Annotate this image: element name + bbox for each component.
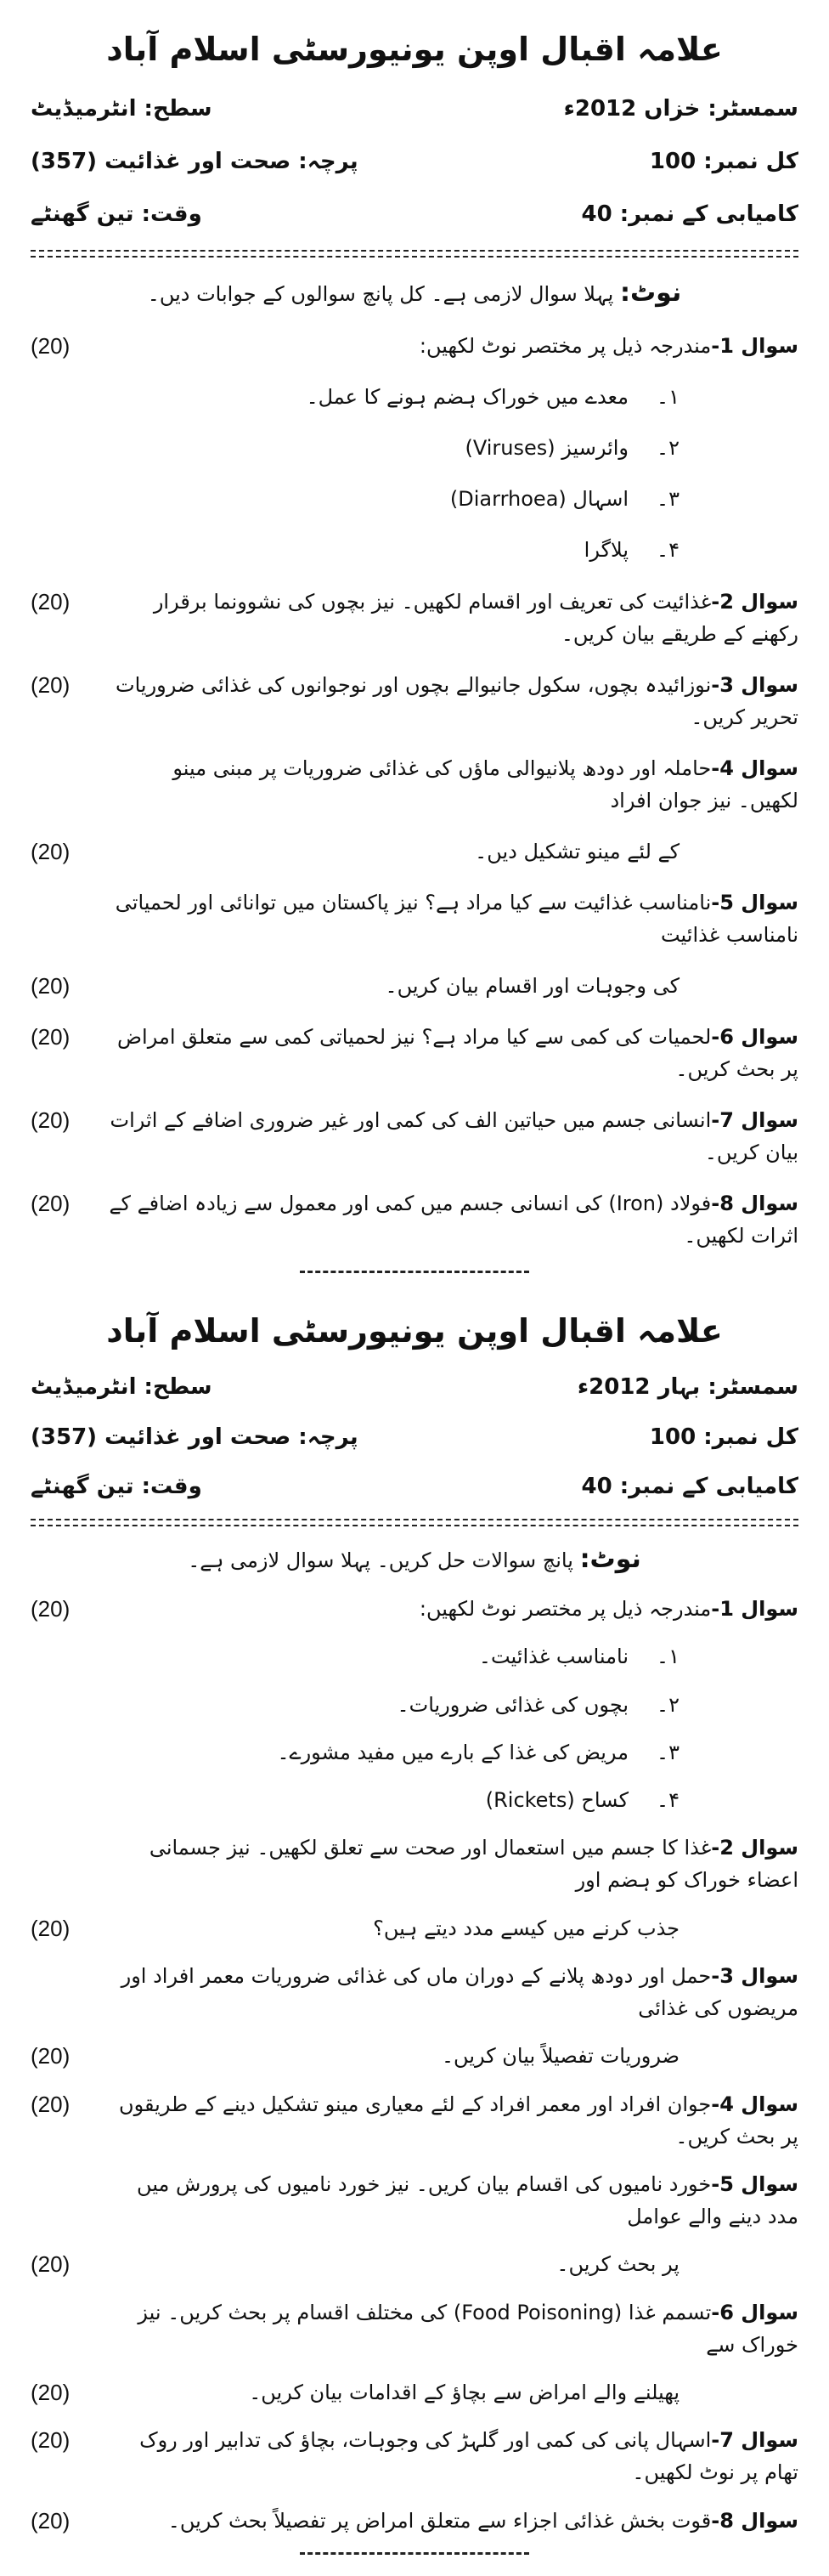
question-number: ۱۔: [657, 1645, 680, 1669]
question: [31, 1960, 798, 2024]
question-number: سوال 6-: [711, 1024, 798, 1049]
question-marks: (20): [31, 1190, 70, 1216]
question-continuation: [31, 2040, 798, 2072]
question-text-line: [107, 2248, 798, 2280]
question-text-line: [107, 1104, 798, 1169]
time-row: [31, 1469, 798, 1503]
question-number: سوال 3-: [711, 672, 798, 697]
question-text-line: [107, 1960, 798, 2024]
paper-value: صحت اور غذائیت (357): [31, 149, 291, 175]
time-label: وقت:: [141, 201, 202, 228]
paper-label: پرچہ:: [298, 149, 358, 175]
instructions-note: [31, 276, 798, 311]
question: [31, 1593, 798, 1625]
sub-question: [31, 1640, 798, 1673]
question: [31, 1104, 798, 1169]
question-marks: (20): [31, 1595, 70, 1622]
level-label: سطح:: [144, 96, 212, 122]
paper-info: [31, 144, 358, 178]
question-text-line: [107, 2296, 798, 2361]
question-text: جذب کرنے میں کیسے مدد دیتے ہیں؟: [373, 1916, 680, 1940]
question-number: ۳۔: [657, 487, 680, 512]
question: [31, 330, 798, 362]
question-number: سوال 8-: [711, 1191, 798, 1215]
question-number: ۲۔: [657, 1692, 680, 1717]
total-marks: کل نمبر: 100: [649, 1424, 798, 1450]
question: [31, 586, 798, 650]
time-row: [31, 197, 798, 231]
question-marks: (20): [31, 1107, 70, 1133]
total-marks: کل نمبر: 100: [649, 149, 798, 175]
question-number: سوال 3-: [711, 1964, 798, 1989]
question-marks: (20): [31, 2427, 70, 2454]
question-text: نامناسب غذائیت۔: [478, 1645, 629, 1669]
question-number: سوال 8-: [711, 2508, 798, 2533]
question-marks: (20): [31, 333, 70, 360]
question-continuation: [31, 2248, 798, 2280]
level-value: انٹرمیڈیٹ: [31, 96, 137, 122]
question-marks: (20): [31, 2091, 70, 2117]
sub-question: [31, 1736, 798, 1769]
level-value: انٹرمیڈیٹ: [31, 1374, 137, 1401]
question-text: غذا کا جسم میں استعمال اور صحت سے تعلق لکھیں۔ نیز جسمانی اعضاء خوراک کو ہضم اور: [149, 1836, 798, 1893]
time-info: [31, 1469, 202, 1503]
note-label: نوٹ:: [579, 1543, 641, 1574]
note-label: نوٹ:: [620, 278, 682, 309]
question-marks: (20): [31, 972, 70, 999]
question-text: قوت بخش غذائی اجزاء سے متعلق امراض پر تفصیلاً بحث کریں۔: [167, 2508, 712, 2533]
question-number: ۲۔: [657, 436, 680, 461]
university-title: علامہ اقبال اوپن یونیورسٹی اسلام آباد: [106, 31, 723, 68]
question-text-line: [107, 1736, 798, 1769]
question-number: سوال 6-: [711, 2300, 798, 2324]
university-title: علامہ اقبال اوپن یونیورسٹی اسلام آباد: [106, 1312, 723, 1350]
question-text: فولاد (Iron) کی انسانی جسم میں کمی اور معمول سے زیادہ اضافے کے اثرات لکھیں۔: [109, 1191, 798, 1248]
question-marks: (20): [31, 1023, 70, 1050]
question-continuation: [31, 2376, 798, 2409]
question-text-line: [107, 2168, 798, 2233]
question-marks: (20): [31, 671, 70, 698]
question-number: سوال 7-: [711, 1107, 798, 1132]
question-text-line: [107, 886, 798, 951]
question-text-line: [107, 1689, 798, 1721]
question-text-line: [107, 669, 798, 733]
question: [31, 669, 798, 733]
question: [31, 1021, 798, 1085]
semester: سمسٹر: خزاں 2012ء: [563, 96, 798, 122]
question-text-line: [107, 1593, 798, 1625]
question-number: سوال 2-: [711, 589, 798, 614]
paper-row: [31, 1420, 798, 1454]
paper-label: پرچہ:: [298, 1424, 358, 1450]
question-continuation: [31, 1912, 798, 1945]
question-number: سوال 4-: [711, 2092, 798, 2116]
level-row: [31, 1370, 798, 1404]
question-number: سوال 7-: [711, 2428, 798, 2453]
question-text: مندرجہ ذیل پر مختصر نوٹ لکھیں:: [419, 1596, 712, 1621]
time-value: تین گھنٹے: [31, 1473, 134, 1499]
question: [31, 2168, 798, 2233]
question-text: اسہال (Diarrhoea): [449, 487, 629, 512]
paper-value: صحت اور غذائیت (357): [31, 1424, 291, 1450]
question-text-line: [107, 1021, 798, 1085]
question-text: کی وجوہات اور اقسام بیان کریں۔: [385, 973, 680, 998]
question-text-line: [107, 835, 798, 868]
question-number: سوال 2-: [711, 1836, 798, 1860]
question-number: ۱۔: [657, 385, 680, 410]
question: [31, 2296, 798, 2361]
question-text: مریض کی غذا کے بارے میں مفید مشورے۔: [277, 1740, 629, 1764]
question-text: انسانی جسم میں حیاتین الف کی کمی اور غیر ضروری اضافے کے اثرات بیان کریں۔: [110, 1107, 798, 1164]
question-text: مندرجہ ذیل پر مختصر نوٹ لکھیں:: [419, 334, 712, 359]
instructions-note: [31, 1543, 798, 1577]
time-info: [31, 197, 202, 231]
question-text: پھیلنے والے امراض سے بچاؤ کے اقدامات بیان کریں۔: [249, 2380, 680, 2404]
exam-paper: [31, 1282, 798, 2563]
question-text: بچوں کی غذائی ضروریات۔: [397, 1692, 629, 1717]
question-text: پر بحث کریں۔: [556, 2252, 680, 2277]
note-body: پانچ سوالات حل کریں۔ پہلا سوال لازمی ہے۔: [188, 1548, 573, 1572]
question-text: معدے میں خوراک ہضم ہونے کا عمل۔: [306, 385, 629, 410]
question-number: سوال 1-: [711, 334, 798, 359]
question-text-line: [107, 586, 798, 650]
question-text: غذائیت کی تعریف اور اقسام لکھیں۔ نیز بچوں کی نشوونما برقرار رکھنے کے طریقے بیان کریں۔: [153, 589, 798, 646]
question-continuation: [31, 835, 798, 868]
question-number: ۴۔: [657, 538, 680, 563]
question-number: سوال 1-: [711, 1596, 798, 1621]
question-text: اسہال پانی کی کمی اور گلہڑ کی وجوہات، بچاؤ کی تدابیر اور روک تھام پر نوٹ لکھیں۔: [139, 2428, 798, 2485]
question-text: تسمم غذا (Food Poisoning) کی مختلف اقسام پر بحث کریں۔ نیز خوراک سے: [138, 2300, 798, 2357]
question-number: ۳۔: [657, 1740, 680, 1764]
level-info: [31, 1370, 212, 1404]
pass-marks: کامیابی کے نمبر: 40: [581, 1473, 798, 1499]
question-text: حاملہ اور دودھ پلانیوالی ماؤں کی غذائی ضروریات پر مبنی مینو لکھیں۔ نیز جوان افراد: [172, 756, 798, 812]
question-text: ضروریات تفصیلاً بیان کریں۔: [441, 2044, 680, 2069]
question-text-line: [107, 432, 798, 464]
question-text-line: [107, 1784, 798, 1816]
question-text-line: [107, 381, 798, 413]
question-number: ۴۔: [657, 1788, 680, 1813]
paper-info: [31, 1420, 358, 1454]
question-text-line: [107, 1912, 798, 1945]
exam-paper: [31, 0, 798, 1282]
question-text-line: [107, 2424, 798, 2488]
question: [31, 2505, 798, 2537]
question-text-line: [107, 2040, 798, 2072]
question-text: جوان افراد اور معمر افراد کے لئے معیاری مینو تشکیل دینے کے طریقوں پر بحث کریں۔: [119, 2092, 798, 2149]
question-text: نوزائیدہ بچوں، سکول جانیوالے بچوں اور نوجوانوں کی غذائی ضروریات تحریر کریں۔: [115, 672, 798, 729]
question-text: نامناسب غذائیت سے کیا مراد ہے؟ نیز پاکستان میں توانائی اور لحمیاتی نامناسب غذائیت: [115, 890, 798, 947]
level-label: سطح:: [144, 1374, 212, 1401]
question-text-line: [107, 1832, 798, 1896]
question: [31, 1832, 798, 1896]
sub-question: [31, 483, 798, 515]
question: [31, 886, 798, 951]
question-marks: (20): [31, 2251, 70, 2278]
question-text-line: [107, 534, 798, 566]
sub-question: [31, 381, 798, 413]
sub-question: [31, 432, 798, 464]
question-number: سوال 4-: [711, 756, 798, 780]
sub-question: [31, 1689, 798, 1721]
question-text: کساح (Rickets): [485, 1788, 629, 1813]
question-text-line: [107, 2505, 798, 2537]
question-text-line: [107, 1187, 798, 1252]
question-marks: (20): [31, 1915, 70, 1941]
question-marks: (20): [31, 838, 70, 864]
question-marks: (20): [31, 588, 70, 614]
sub-question: [31, 534, 798, 566]
question-text: خورد نامیوں کی اقسام بیان کریں۔ نیز خورد نامیوں کی پرورش میں مدد دینے والے عوامل: [137, 2172, 798, 2228]
question-text-line: [107, 2088, 798, 2153]
question-text: کے لئے مینو تشکیل دیں۔: [475, 839, 680, 863]
question-text-line: [107, 483, 798, 515]
question-marks: (20): [31, 2507, 70, 2534]
semester: سمسٹر: بہار 2012ء: [577, 1374, 798, 1401]
note-body: پہلا سوال لازمی ہے۔ کل پانچ سوالوں کے جوابات دیں۔: [147, 282, 614, 307]
question: [31, 752, 798, 817]
question: [31, 2424, 798, 2488]
question-number: سوال 5-: [711, 2172, 798, 2196]
question: [31, 2088, 798, 2153]
question-text: حمل اور دودھ پلانے کے دوران ماں کی غذائی ضروریات معمر افراد اور مریضوں کی غذائی: [121, 1964, 798, 2021]
level-info: [31, 92, 212, 126]
time-label: وقت:: [141, 1473, 202, 1499]
question: [31, 1187, 798, 1252]
question-marks: (20): [31, 2043, 70, 2069]
question-text-line: [107, 1640, 798, 1673]
time-value: تین گھنٹے: [31, 201, 134, 228]
double-divider: [31, 250, 798, 258]
question-text-line: [107, 970, 798, 1002]
question-text-line: [107, 2376, 798, 2409]
end-divider: [300, 1271, 529, 1273]
question-text-line: [107, 330, 798, 362]
pass-marks: کامیابی کے نمبر: 40: [581, 201, 798, 228]
question-text: لحمیات کی کمی سے کیا مراد ہے؟ نیز لحمیاتی کمی سے متعلق امراض پر بحث کریں۔: [117, 1024, 798, 1081]
question-number: سوال 5-: [711, 890, 798, 914]
sub-question: [31, 1784, 798, 1816]
paper-row: [31, 144, 798, 178]
question-text: وائرسیز (Viruses): [465, 436, 629, 461]
question-marks: (20): [31, 2379, 70, 2405]
question-text-line: [107, 752, 798, 817]
question-continuation: [31, 970, 798, 1002]
end-divider: [300, 2552, 529, 2555]
level-row: [31, 92, 798, 126]
double-divider: [31, 1519, 798, 1526]
question-text: پلاگرا: [584, 538, 629, 563]
